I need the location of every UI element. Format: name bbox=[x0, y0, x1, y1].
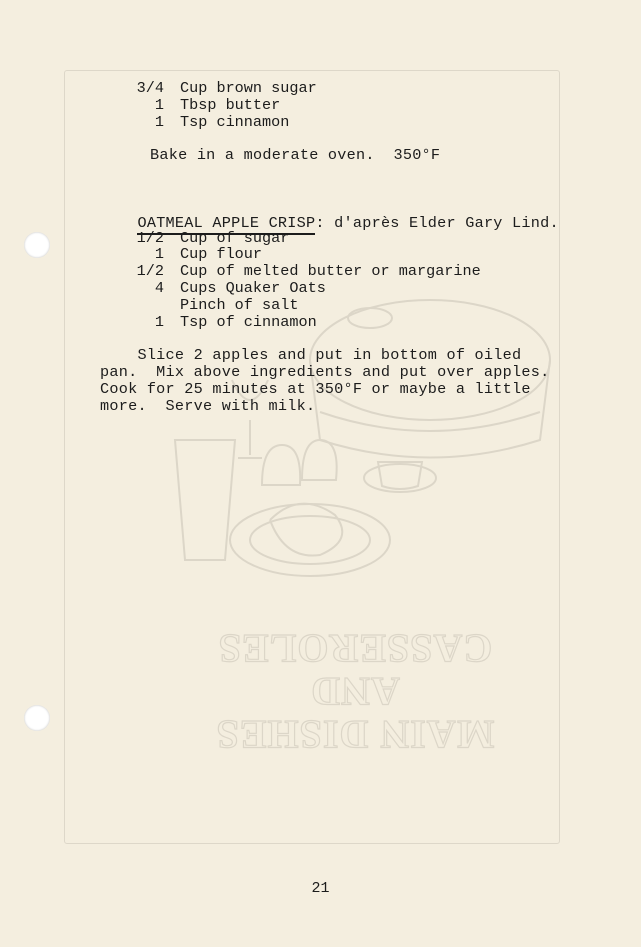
instruction-line: more. Serve with milk. bbox=[100, 397, 316, 415]
ingredient-qty: 1 bbox=[154, 313, 164, 331]
ingredient-name: Tsp cinnamon bbox=[180, 113, 290, 131]
ingredient-name: Cup brown sugar bbox=[180, 79, 317, 97]
ingredient-qty: 1 bbox=[154, 96, 164, 114]
recipe2-title: OATMEAL APPLE CRISP bbox=[137, 214, 315, 235]
ingredient-name: Cups Quaker Oats bbox=[180, 279, 326, 297]
instruction-line: Slice 2 apples and put in bottom of oiled bbox=[100, 346, 522, 364]
page-number: 21 bbox=[311, 880, 330, 897]
show-through-title-line-1: MAIN DISHES bbox=[215, 712, 495, 757]
ingredient-qty: 1 bbox=[154, 245, 164, 263]
recipe2-attribution: : d'après Elder Gary Lind. bbox=[315, 214, 559, 232]
ingredient-name: Cup of sugar bbox=[180, 229, 290, 247]
ingredient-name: Cup flour bbox=[180, 245, 263, 263]
recipe2-header bbox=[100, 198, 559, 249]
show-through-title-line-3: CASSEROLES bbox=[217, 626, 493, 671]
instruction-line: pan. Mix above ingredients and put over apples. bbox=[100, 363, 550, 381]
ingredient-qty: 3/4 bbox=[136, 79, 164, 97]
ingredient-name: Pinch of salt bbox=[180, 296, 299, 314]
recipe1-instructions: Bake in a moderate oven. 350°F bbox=[150, 146, 441, 164]
ingredient-name: Tbsp butter bbox=[180, 96, 281, 114]
ingredient-qty: 4 bbox=[154, 279, 164, 297]
ingredient-name: Cup of melted butter or margarine bbox=[180, 262, 481, 280]
instruction-line: Cook for 25 minutes at 350°F or maybe a little bbox=[100, 380, 531, 398]
ingredient-name: Tsp of cinnamon bbox=[180, 313, 317, 331]
ingredient-qty: 1/2 bbox=[136, 229, 164, 247]
ingredient-qty: 1 bbox=[154, 113, 164, 131]
show-through-title-line-2: AND bbox=[310, 669, 400, 714]
ingredient-qty: 1/2 bbox=[136, 262, 164, 280]
